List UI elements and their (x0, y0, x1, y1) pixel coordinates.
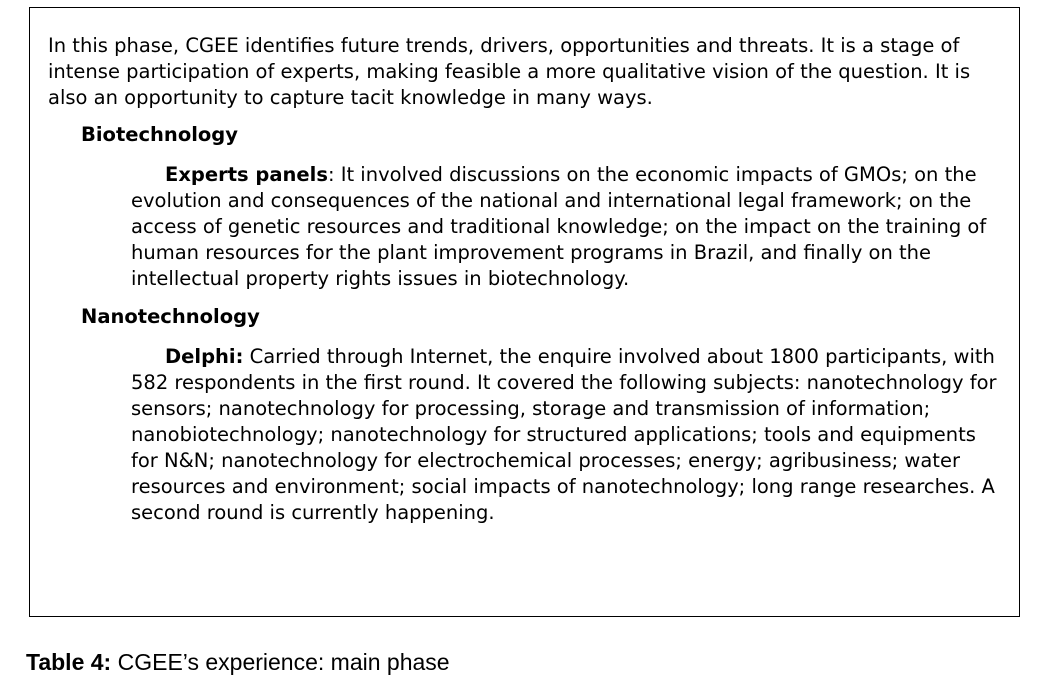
table-box (29, 7, 1020, 617)
intro-paragraph: In this phase, CGEE identifies future trends, drivers, opportunities and threats. It is a stage of intense participation of experts, making feasible a more qualitative vision of the question. It is also an opportunity to capture tacit knowledge in many ways. (48, 34, 971, 109)
table-caption (26, 648, 450, 676)
section-body-nanotechnology: Carried through Internet, the enquire involved about 1800 participants, with 582 respondents in the first round. It covered the following subjects: nanotechnology for sensors; nanotechnology for processing, storage and transmission of information; nanobiotechnology; nanotechnology for structured applications; tools and equipments for N&N; nanotechnology for electrochemical processes; energy; agribusiness; water resources and environment; social impacts of nanotechnology; long range researches. A second round is currently happening. (131, 345, 997, 524)
caption-label: Table 4: (26, 649, 112, 675)
section-paragraph-nanotechnology (131, 344, 1006, 526)
section-body-biotechnology: : It involved discussions on the economic impacts of GMOs; on the evolution and consequences of the national and international legal framework; on the access of genetic resources and traditional knowledge; on the impact on the training of human resources for the plant improvement programs in Brazil, and finally on the intellectual property rights issues in biotechnology. (131, 163, 987, 290)
section-lead-experts-panels: Experts panels (165, 163, 328, 186)
section-paragraph-biotechnology (131, 162, 1006, 292)
section-heading-nanotechnology: Nanotechnology (81, 305, 260, 328)
caption-text: CGEE’s experience: main phase (111, 649, 450, 675)
section-lead-delphi: Delphi: (165, 345, 244, 368)
section-heading-biotechnology: Biotechnology (81, 123, 238, 146)
